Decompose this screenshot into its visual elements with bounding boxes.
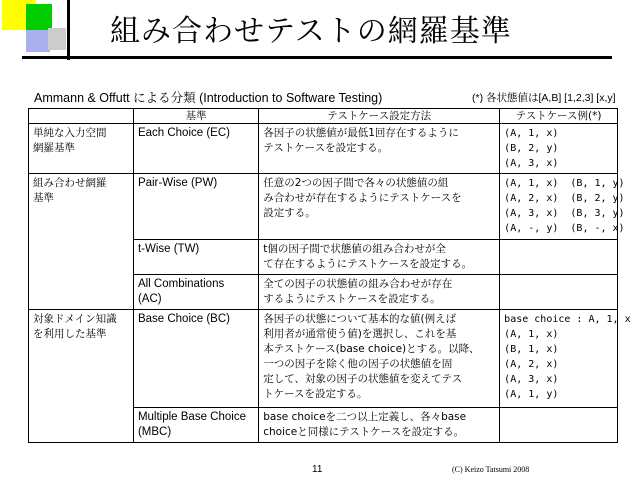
table-row — [29, 124, 618, 174]
group-cell — [29, 310, 134, 443]
example-cell-line: (A, 2, x) (B, 2, y) — [504, 193, 625, 204]
method-cell-line: 一つの因子を除く他の因子の状態値を固 — [263, 358, 453, 370]
group-cell — [29, 124, 134, 174]
header-cell-method: テストケース設定方法 — [259, 109, 500, 124]
method-cell-line: t個の因子間で状態値の組み合わせが全 — [263, 243, 446, 255]
criterion-cell-line: Each Choice (EC) — [137, 127, 230, 139]
example-cell-line: (A, 2, x) — [504, 359, 559, 370]
example-cell — [500, 124, 618, 174]
criterion-cell-line: All Combinations — [137, 278, 225, 290]
method-cell-line: 各因子の状態について基本的な値(例えば — [263, 313, 457, 325]
group-cell-line: 網羅基準 — [33, 142, 75, 154]
criterion-cell — [133, 275, 258, 310]
example-cell-line: (A, -, y) (B, -, x) — [504, 223, 625, 234]
table-row — [29, 174, 618, 240]
method-cell-line: base choiceを二つ以上定義し、各々base — [263, 411, 467, 423]
slide-subtitle: Ammann & Offutt による分類 (Introduction to Software Testing) — [34, 91, 383, 105]
table-body — [29, 124, 631, 443]
group-cell-line: 基準 — [33, 192, 54, 204]
decor-blue-square — [26, 30, 50, 52]
group-cell — [29, 174, 134, 310]
example-cell — [500, 174, 625, 240]
method-cell — [259, 310, 500, 408]
method-cell-line: テストケースを設定する。 — [263, 142, 389, 154]
criterion-cell-line: t-Wise (TW) — [137, 243, 200, 255]
group-cell-line: 単純な入力空間 — [33, 127, 107, 139]
example-cell-line: (A, 3, x) — [504, 374, 559, 385]
method-cell — [259, 275, 500, 310]
criterion-cell-line: Multiple Base Choice — [137, 411, 246, 423]
example-cell — [500, 275, 618, 310]
example-cell — [500, 240, 618, 275]
method-cell-line: て存在するようにテストケースを設定する。 — [263, 258, 473, 270]
method-cell-line: 利用者が通常使う値)を選択し、これを基 — [263, 328, 457, 340]
table-row — [29, 310, 618, 408]
method-cell-line: choiceと同様にテストケースを設定する。 — [263, 426, 465, 438]
method-cell-line: トケースを設定する。 — [263, 388, 368, 400]
criterion-cell-line: (MBC) — [137, 426, 172, 438]
example-cell-line: base choice : A, 1, x — [504, 314, 631, 325]
criterion-cell — [133, 408, 258, 443]
method-cell — [259, 124, 500, 174]
criterion-cell-line: Base Choice (BC) — [137, 313, 230, 325]
example-cell-line: (A, 1, x) (B, 1, y) — [504, 178, 625, 189]
group-cell-line: を利用した基準 — [33, 328, 107, 340]
header-cell-example: テストケース例(*) — [500, 109, 618, 124]
group-cell-line: 組み合わせ網羅 — [33, 177, 107, 189]
example-cell-line: (B, 1, x) — [504, 344, 559, 355]
method-cell-line: 任意の2つの因子間で各々の状態値の組 — [263, 177, 449, 189]
criterion-cell — [133, 240, 258, 275]
method-cell-line: 定して、対象の因子の状態値を変えてテス — [263, 373, 463, 385]
example-cell-line: (A, 1, x) — [504, 128, 559, 139]
criterion-cell — [133, 174, 258, 240]
example-cell — [500, 310, 631, 408]
copyright: (C) Keizo Tatsumi 2008 — [452, 465, 530, 474]
example-cell — [500, 408, 618, 443]
method-cell — [259, 240, 500, 275]
method-cell-line: 全ての因子の状態値の組み合わせが存在 — [263, 278, 453, 290]
group-cell-line: 対象ドメイン知識 — [33, 313, 117, 325]
title-rule-horizontal — [22, 56, 612, 59]
method-cell-line: するようにテストケースを設定する。 — [263, 293, 441, 305]
title-rule-vertical — [67, 0, 70, 60]
method-cell-line: 各因子の状態値が最低1回存在するように — [263, 127, 459, 139]
method-cell-line: 設定する。 — [263, 207, 316, 219]
criteria-table — [28, 108, 631, 443]
page-number: 11 — [312, 464, 323, 475]
header-cell-criterion: 基準 — [133, 109, 258, 124]
criterion-cell-line: Pair-Wise (PW) — [137, 177, 218, 189]
slide-title: 組み合わせテストの網羅基準 — [110, 14, 512, 49]
table-header-row — [29, 109, 618, 124]
header-cell-group — [29, 109, 134, 124]
criterion-cell — [133, 310, 258, 408]
state-values-note: (*) 各状態値は[A,B] [1,2,3] [x,y] — [472, 92, 616, 104]
decor-green-square — [26, 4, 52, 30]
example-cell-line: (A, 3, x) — [504, 158, 559, 169]
criterion-cell — [133, 124, 258, 174]
example-cell-line: (B, 2, y) — [504, 143, 559, 154]
example-cell-line: (A, 1, x) — [504, 329, 559, 340]
method-cell-line: み合わせが存在するようにテストケースを — [263, 192, 462, 204]
example-cell-line: (A, 1, y) — [504, 389, 559, 400]
method-cell — [259, 174, 500, 240]
method-cell-line: 本テストケース(base choice)とする。以降、 — [263, 343, 480, 355]
method-cell — [259, 408, 500, 443]
example-cell-line: (A, 3, x) (B, 3, y) — [504, 208, 625, 219]
criterion-cell-line: (AC) — [137, 293, 162, 305]
decor-gray-square — [48, 28, 66, 50]
